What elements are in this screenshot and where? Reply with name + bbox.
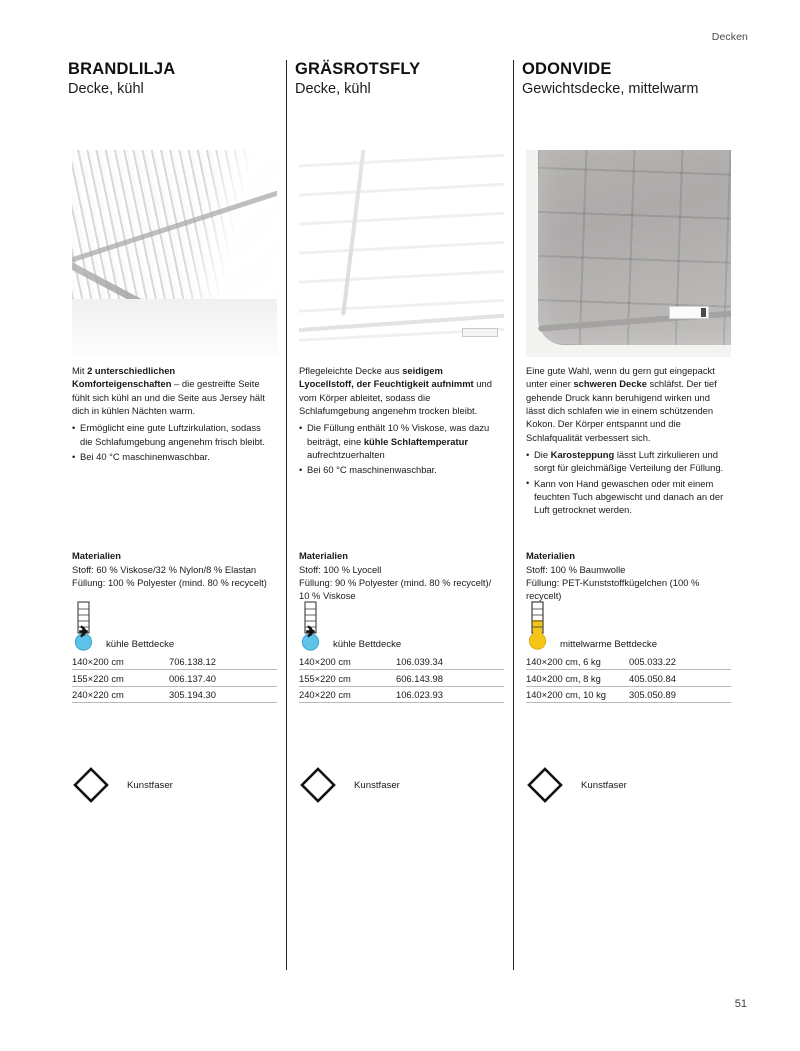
- size-cell: 155×220 cm: [299, 670, 396, 686]
- description-intro: Pflegeleichte Decke aus seidigem Lyocellstoff, der Feuchtigkeit aufnimmt und vom Körper ableitet, sodass die Schlafumgebung angenehm trocken bleibt.: [299, 365, 492, 417]
- size-cell: 140×200 cm, 6 kg: [526, 654, 629, 670]
- materials-line: Stoff: 100 % Lyocell: [299, 564, 382, 576]
- table-row: [526, 670, 731, 686]
- page-number: 51: [734, 998, 747, 1010]
- article-number-cell: 005.033.22: [629, 654, 731, 670]
- size-cell: 140×200 cm: [72, 654, 169, 670]
- article-number-cell: 706.138.12: [169, 654, 277, 670]
- product-column-odonvide: [522, 60, 731, 970]
- warmth-row: [299, 600, 508, 652]
- table-row: [72, 654, 277, 670]
- warmth-label: kühle Bettdecke: [106, 639, 175, 650]
- materials-title: Materialien: [526, 550, 575, 561]
- material-symbol-label: Kunstfaser: [127, 779, 173, 791]
- column-divider-1: [277, 60, 295, 970]
- table-row: [72, 686, 277, 702]
- diamond-icon: [72, 766, 110, 804]
- description-bullets: [72, 421, 272, 463]
- size-cell: 140×200 cm, 10 kg: [526, 686, 629, 702]
- materials-block: [299, 549, 504, 603]
- thermometer-cold-icon: [299, 600, 325, 652]
- column-divider-2: [504, 60, 522, 970]
- warmth-label: kühle Bettdecke: [333, 639, 402, 650]
- thermometer-cold-icon: [72, 600, 98, 652]
- table-row: [526, 654, 731, 670]
- material-symbol-label: Kunstfaser: [581, 779, 627, 791]
- size-cell: 240×220 cm: [299, 686, 396, 702]
- table-row: [299, 670, 504, 686]
- table-row: [526, 686, 731, 702]
- table-row: [299, 654, 504, 670]
- size-cell: 240×220 cm: [72, 686, 169, 702]
- material-symbol-row: [526, 766, 627, 804]
- article-number-cell: 305.194.30: [169, 686, 277, 702]
- materials-line: Füllung: 90 % Polyester (mind. 80 % recycelt)/ 10 % Viskose: [299, 577, 492, 602]
- product-description: [299, 364, 499, 479]
- running-header: Decken: [711, 31, 748, 43]
- materials-title: Materialien: [72, 550, 121, 561]
- description-bullets: [526, 448, 726, 517]
- sizes-table: [526, 654, 731, 703]
- product-columns: [68, 60, 732, 970]
- article-number-cell: 305.050.89: [629, 686, 731, 702]
- product-image-graesrotsfly: [299, 150, 504, 357]
- size-cell: 155×220 cm: [72, 670, 169, 686]
- article-number-cell: 006.137.40: [169, 670, 277, 686]
- article-number-cell: 106.039.34: [396, 654, 504, 670]
- material-symbol-row: [299, 766, 400, 804]
- product-column-brandlilja: [68, 60, 277, 970]
- warmth-row: [526, 600, 735, 652]
- product-name: ODONVIDE: [522, 60, 612, 78]
- size-cell: 140×200 cm: [299, 654, 396, 670]
- material-symbol-label: Kunstfaser: [354, 779, 400, 791]
- warmth-and-sizes: [72, 600, 281, 703]
- warmth-row: [72, 600, 281, 652]
- table-row: [299, 686, 504, 702]
- product-subtitle: Decke, kühl: [295, 81, 371, 98]
- materials-line: Stoff: 100 % Baumwolle: [526, 564, 626, 576]
- description-bullet: • Die Füllung enthält 10 % Viskose, was dazu beiträgt, eine kühle Schlaftemperatur aufrechtzuerhalten: [299, 421, 499, 461]
- warmth-and-sizes: [299, 600, 508, 703]
- warmth-and-sizes: [526, 600, 735, 703]
- product-name: GRÄSROTSFLY: [295, 60, 421, 78]
- diamond-icon: [299, 766, 337, 804]
- product-subtitle: Gewichtsdecke, mittelwarm: [522, 81, 699, 98]
- description-bullet: • Kann von Hand gewaschen oder mit einem feuchten Tuch abgewischt und danach an der Luft getrocknet werden.: [526, 477, 726, 517]
- materials-block: [526, 549, 731, 603]
- warmth-label: mittelwarme Bettdecke: [560, 639, 658, 650]
- description-bullet: • Die Karosteppung lässt Luft zirkulieren und sorgt für gleichmäßige Verteilung der Füllung.: [526, 448, 726, 475]
- product-image-odonvide: [526, 150, 731, 357]
- product-name: BRANDLILJA: [68, 60, 176, 78]
- article-number-cell: 606.143.98: [396, 670, 504, 686]
- materials-line: Füllung: 100 % Polyester (mind. 80 % recycelt): [72, 577, 267, 589]
- table-row: [72, 670, 277, 686]
- article-number-cell: 106.023.93: [396, 686, 504, 702]
- diamond-icon: [526, 766, 564, 804]
- materials-block: [72, 549, 277, 589]
- description-bullets: [299, 421, 499, 476]
- size-cell: 140×200 cm, 8 kg: [526, 670, 629, 686]
- product-image-brandlilja: [72, 150, 277, 357]
- description-intro: Mit 2 unterschiedlichen Komforteigenschaften – die gestreifte Seite fühlt sich kühl an und die Seite aus Jersey hält dich in kühlen Nächten warm.: [72, 365, 265, 417]
- description-bullet: • Bei 60 °C maschinenwaschbar.: [299, 463, 499, 476]
- description-bullet: • Bei 40 °C maschinenwaschbar.: [72, 450, 272, 463]
- description-intro: Eine gute Wahl, wenn du gern gut eingepackt unter einer schweren Decke schläfst. Der tief gehende Druck kann beruhigend wirken und lässt dich schlafen wie in einem schützenden Kokon. Der Körper entspannt und die Schlafqualität verbessert sich.: [526, 365, 717, 443]
- product-description: [72, 364, 272, 465]
- materials-line: Füllung: PET-Kunststoffkügelchen (100 % recycelt): [526, 577, 700, 602]
- materials-line: Stoff: 60 % Viskose/32 % Nylon/8 % Elastan: [72, 564, 257, 576]
- article-number-cell: 405.050.84: [629, 670, 731, 686]
- sizes-table: [72, 654, 277, 703]
- sizes-table: [299, 654, 504, 703]
- materials-title: Materialien: [299, 550, 348, 561]
- product-column-graesrotsfly: [295, 60, 504, 970]
- product-description: [526, 364, 726, 519]
- thermometer-medium-warm-icon: [526, 600, 552, 652]
- description-bullet: • Ermöglicht eine gute Luftzirkulation, sodass die Schlafumgebung angenehm frisch bleibt.: [72, 421, 272, 448]
- product-subtitle: Decke, kühl: [68, 81, 144, 98]
- material-symbol-row: [72, 766, 173, 804]
